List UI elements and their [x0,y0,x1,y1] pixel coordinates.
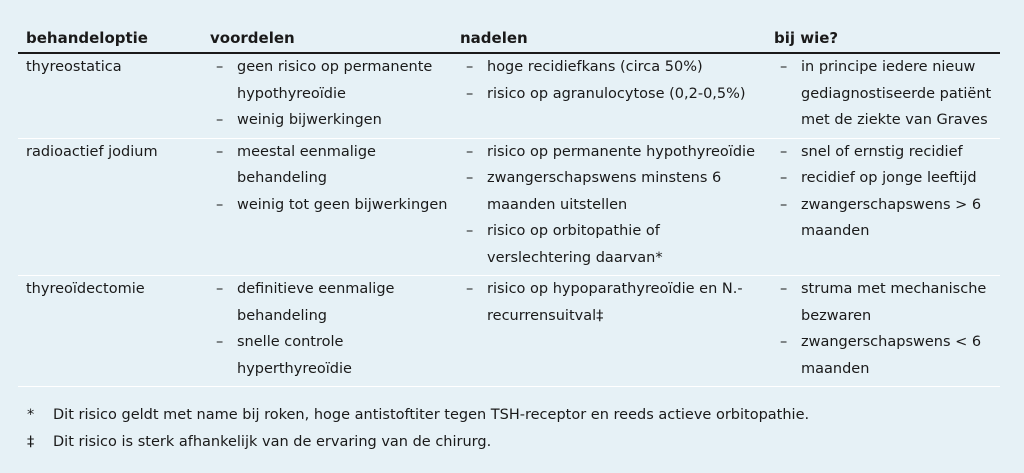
list-item-text: snelle controle hyperthyreoïdie [237,334,352,377]
dash-bullet: – [780,59,788,75]
cell-voordelen [202,138,452,276]
list-item-text: meestal eenmalige behandeling [237,143,376,186]
list-item-text: zwangerschapswens > 6 maanden [801,196,982,239]
list-item [774,54,1000,134]
list-item [460,276,766,329]
dash-bullet: – [466,59,474,75]
list-item-text: geen risico op permanente hypothyreoïdie [237,59,433,102]
dash-bullet: – [780,196,788,213]
voordelen-list [210,276,452,382]
dash-bullet: – [466,143,474,160]
dash-bullet: – [466,223,474,239]
voordelen-list [210,139,452,219]
bij-wie-list [774,139,1000,245]
list-item [460,54,766,81]
list-item-text: risico op hypoparathyreoïdie en N.-recurrensuitval‡ [487,281,743,324]
list-item [210,276,452,329]
treatment-table [18,28,1000,387]
treatment-table-container [18,28,1000,387]
dash-bullet: – [780,281,788,297]
dash-bullet: – [216,112,224,128]
nadelen-list [460,276,766,329]
list-item-text: risico op orbitopathie of verslechtering daarvan* [487,223,663,266]
cell-behandeloptie: radioactief jodium [26,143,158,160]
dash-bullet: – [780,170,788,186]
list-item-text: zwangerschapswens minstens 6 maanden uitstellen [487,170,722,213]
cell-behandeloptie: thyreoïdectomie [26,281,145,297]
list-item-text: recidief op jonge leeftijd [801,170,977,186]
header-nadelen: nadelen [452,28,766,53]
list-item-text: snel of ernstig recidief [801,143,963,160]
list-item [210,54,452,107]
table-row [18,276,1000,387]
list-item-text: struma met mechanische bezwaren [801,281,987,324]
header-voordelen: voordelen [202,28,452,53]
list-item [774,139,1000,166]
list-item [210,329,452,382]
list-item [210,107,452,134]
header-bij-wie: bij wie? [766,28,1000,53]
list-item [774,165,1000,192]
cell-nadelen [452,138,766,276]
cell-bij-wie [766,276,1000,387]
footnotes [27,402,1007,456]
bij-wie-list [774,54,1000,134]
bij-wie-list [774,276,1000,382]
list-item [210,192,452,219]
cell-bij-wie [766,138,1000,276]
list-item-text: zwangerschapswens < 6 maanden [801,334,982,377]
dash-bullet: – [466,281,474,297]
dash-bullet: – [216,281,224,297]
list-item [774,276,1000,329]
list-item [774,192,1000,245]
cell-voordelen [202,276,452,387]
list-item-text: risico op agranulocytose (0,2-0,5%) [487,85,746,102]
footnote-text: Dit risico is sterk afhankelijk van de ervaring van de chirurg. [53,434,492,450]
cell-nadelen [452,276,766,387]
voordelen-list [210,54,452,134]
list-item [210,139,452,192]
list-item [460,139,766,166]
dash-bullet: – [216,143,224,160]
footnote-double-dagger [27,429,1007,456]
list-item [460,165,766,218]
footnote-text: Dit risico geldt met name bij roken, hoge antistoftiter tegen TSH-receptor en reeds actieve orbitopathie. [53,407,810,423]
cell-bij-wie [766,53,1000,138]
list-item-text: weinig bijwerkingen [237,112,382,128]
dash-bullet: – [466,170,474,186]
table-row [18,138,1000,276]
list-item [460,218,766,271]
list-item [460,81,766,108]
footnote-mark: * [27,407,35,423]
cell-voordelen [202,53,452,138]
dash-bullet: – [780,143,788,160]
footnote-mark: ‡ [27,434,35,450]
list-item [774,329,1000,382]
cell-nadelen [452,53,766,138]
header-behandeloptie: behandeloptie [18,28,202,53]
dash-bullet: – [216,334,224,350]
dash-bullet: – [466,85,474,102]
footnote-asterisk [27,402,1007,429]
list-item-text: definitieve eenmalige behandeling [237,281,395,324]
dash-bullet: – [216,196,224,213]
list-item-text: risico op permanente hypothyreoïdie [487,143,755,160]
cell-behandeloptie: thyreostatica [26,59,122,75]
table-header-row [18,28,1000,53]
nadelen-list [460,139,766,272]
table-row [18,53,1000,138]
list-item-text: in principe iedere nieuw gediagnostiseerde patiënt met de ziekte van Graves [801,59,992,128]
list-item-text: weinig tot geen bijwerkingen [237,196,448,213]
list-item-text: hoge recidiefkans (circa 50%) [487,59,703,75]
nadelen-list [460,54,766,107]
dash-bullet: – [780,334,788,350]
dash-bullet: – [216,59,224,75]
